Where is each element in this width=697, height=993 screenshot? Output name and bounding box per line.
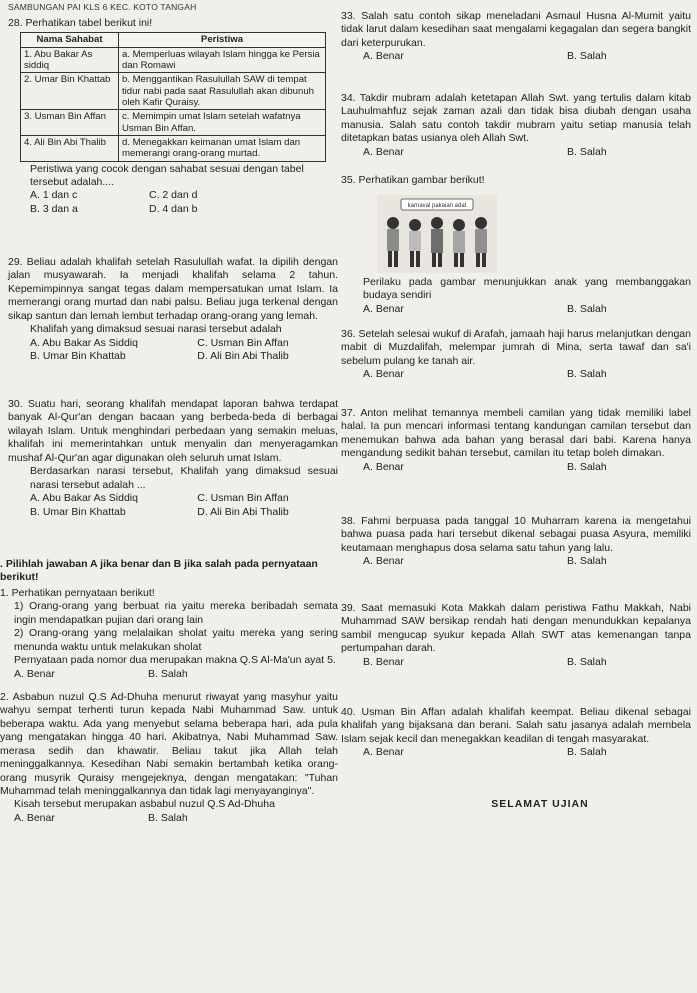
exam-header: SAMBUNGAN PAI KLS 6 KEC. KOTO TANGAH [8, 2, 197, 12]
option-salah[interactable]: B. Salah [567, 460, 607, 473]
question-29-options [30, 337, 330, 364]
question-33-text: 33. Salah satu contoh sikap meneladani Asmaul Husna Al-Mumit yaitu tidak larut dalam kesedihan saat mengalami kegagalan dan segera bangkit dari keterpurukan. [341, 10, 691, 49]
option-benar[interactable]: A. Benar [363, 50, 404, 63]
table-cell-nama: 2. Umar Bin Khattab [21, 73, 119, 110]
question-35-intro: 35. Perhatikan gambar berikut! [341, 174, 485, 186]
question-35-stem: Perilaku pada gambar menunjukkan anak yang membanggakan budaya sendiri [363, 276, 691, 302]
question-36 [341, 328, 691, 382]
option-salah[interactable]: B. Salah [567, 655, 607, 668]
question-28-stem: Peristiwa yang cocok dengan sahabat sesuai dengan tabel tersebut adalah.... [30, 162, 304, 188]
table-header-peristiwa: Peristiwa [119, 33, 326, 47]
option-salah[interactable]: B. Salah [148, 667, 188, 680]
table-row [21, 135, 326, 161]
option-c[interactable]: C. Usman Bin Affan [197, 492, 289, 505]
option-b[interactable]: B. 3 dan a [30, 202, 78, 215]
section-b-q2-stem: Kisah tersebut merupakan asbabul nuzul Q.S Ad-Dhuha [14, 798, 275, 811]
section-b-q1-item1: 1) Orang-orang yang berbuat ria yaitu mereka beribadah semata ingin mendapatkan pujian dari orang lain [14, 600, 338, 626]
section-b-q1-text: 1. Perhatikan pernyataan berikut! [0, 586, 155, 599]
option-b[interactable]: B. Umar Bin Khattab [30, 350, 126, 363]
question-34 [341, 92, 691, 159]
table-cell-nama: 4. Ali Bin Abi Thalib [21, 135, 119, 161]
option-a[interactable]: A. 1 dan c [30, 189, 78, 202]
question-38 [341, 515, 691, 569]
option-salah[interactable]: B. Salah [567, 302, 607, 315]
question-36-text: 36. Setelah selesai wukuf di Arafah, jamaah haji harus melanjutkan dengan mabit di Muzdalifah, melempar jumrah di Mina, serta tawaf dan sa'i sebelum pulang ke tanah air. [341, 328, 691, 367]
question-37 [341, 407, 691, 474]
question-37-text: 37. Anton melihat temannya membeli camilan yang tidak memiliki label halal. Ia pun mencari informasi tentang kandungan camilan tersebut dan menemukan bahwa ada bahan yang berasal dari babi. Karena hanya mengandung sedikit bahan tersebut, camilan itu tetap boleh dimakan. [341, 407, 691, 460]
question-39 [341, 602, 691, 669]
option-a[interactable]: A. Abu Bakar As Siddiq [30, 492, 138, 505]
table-header-nama: Nama Sahabat [21, 33, 119, 47]
table-cell-peristiwa: b. Menggantikan Rasulullah SAW di tempat tidur nabi pada saat Rasulullah akan dibunuh oleh Kafir Quraisy. [119, 73, 326, 110]
table-cell-peristiwa: a. Memperluas wilayah Islam hingga ke Persia dan Romawi [119, 47, 326, 73]
option-salah[interactable]: B. Salah [567, 50, 607, 63]
option-benar[interactable]: A. Benar [363, 460, 404, 473]
option-c[interactable]: C. Usman Bin Affan [197, 336, 289, 349]
question-28-intro: 28. Perhatikan tabel berikut ini! [8, 17, 153, 29]
question-34-options [363, 146, 663, 159]
option-d[interactable]: D. 4 dan b [149, 202, 198, 215]
option-d[interactable]: D. Ali Bin Abi Thalib [197, 350, 289, 363]
question-35 [341, 174, 691, 187]
question-40-text: 40. Usman Bin Affan adalah khalifah keempat. Beliau dikenal sebagai khalifah yang bijaksana dan berani. Salah satu jasanya adalah membela Islam sejak kecil dan menegakkan keadilan di tengah masyarakat. [341, 706, 691, 745]
option-d[interactable]: D. Ali Bin Abi Thalib [197, 505, 289, 518]
question-30-stem: Berdasarkan narasi tersebut, Khalifah yang dimaksud sesuai narasi tersebut adalah ... [30, 465, 338, 491]
option-a[interactable]: A. Abu Bakar As Siddiq [30, 336, 138, 349]
section-b-q1-options [14, 668, 274, 681]
question-37-options [363, 461, 663, 474]
option-benar[interactable]: A. Benar [363, 145, 404, 158]
option-c[interactable]: C. 2 dan d [149, 189, 198, 202]
option-b[interactable]: B. Umar Bin Khattab [30, 505, 126, 518]
table-row [21, 110, 326, 136]
section-b-title: . Pilihlah jawaban A jika benar dan B jika salah pada pernyataan berikut! [0, 558, 318, 584]
option-benar[interactable]: A. Benar [363, 555, 404, 568]
section-b-q2-options [14, 812, 274, 825]
question-28-options [30, 189, 260, 216]
question-29-stem: Khalifah yang dimaksud sesuai narasi tersebut adalah [30, 323, 282, 336]
closing-message: SELAMAT UJIAN [491, 798, 589, 810]
question-39-options [363, 656, 663, 669]
section-b-q1-item2: 2) Orang-orang yang melalaikan sholat yaitu mereka yang sering menunda waktu untuk melakukan sholat [14, 627, 338, 653]
question-29-text: 29. Beliau adalah khalifah setelah Rasulullah wafat. Ia dipilih dengan jalan musyawarah. Ia menjadi khalifah selama 2 tahun. Kepemimpinnya sangat tegas dalam mempersatukan umat Islam. Ia memerangi orang murtad dan nabi palsu. Beliau juga terkenal dengan sikap santun dan lemah lembut terhadap orang-orang yang lemah. [8, 256, 338, 322]
question-39-text: 39. Saat memasuki Kota Makkah dalam peristiwa Fathu Makkah, Nabi Muhammad SAW bersikap rendah hati dengan menundukkan kepalanya sambil mengucap syukur kepada Allah SWT atas kemenangan tanpa pertumpahan darah. [341, 602, 691, 655]
option-benar[interactable]: A. Benar [14, 667, 55, 680]
table-row [21, 73, 326, 110]
table-cell-peristiwa: c. Memimpin umat Islam setelah wafatnya Usman Bin Affan. [119, 110, 326, 136]
question-30 [8, 398, 338, 519]
option-benar[interactable]: A. Benar [363, 302, 404, 315]
question-36-options [363, 368, 663, 381]
option-benar[interactable]: A. Benar [14, 811, 55, 824]
section-b-question-2 [0, 691, 338, 825]
question-33 [341, 10, 691, 64]
option-salah[interactable]: B. Salah [567, 746, 607, 759]
question-29 [8, 256, 338, 364]
option-salah[interactable]: B. Salah [148, 811, 188, 824]
section-b-question-1 [0, 587, 338, 681]
peristiwa-table [20, 32, 326, 161]
question-38-options [363, 555, 663, 568]
question-28 [8, 17, 338, 216]
option-salah[interactable]: B. Salah [567, 555, 607, 568]
option-salah[interactable]: B. Salah [567, 145, 607, 158]
table-row [21, 47, 326, 73]
option-salah[interactable]: B. Salah [567, 368, 607, 381]
option-benar[interactable]: A. Benar [363, 746, 404, 759]
question-40 [341, 706, 691, 760]
question-38-text: 38. Fahmi berpuasa pada tanggal 10 Muharram karena ia mengetahui bahwa puasa pada hari tersebut dikenal sebagai puasa Asyura, memiliki keutamaan menghapus dosa selama satu tahun yang lalu. [341, 515, 691, 554]
question-30-options [30, 492, 330, 519]
question-34-text: 34. Takdir mubram adalah ketetapan Allah Swt. yang tertulis dalam kitab Lauhulmahfuz sejak zaman azali dan tidak bisa diubah dengan usaha manusia. Salah satu contoh takdir mubram yaitu setiap manusia telah ditetapkan batas usianya oleh Allah Swt. [341, 92, 691, 145]
question-30-text: 30. Suatu hari, seorang khalifah mendapat laporan bahwa terdapat banyak Al-Qur'an dengan bacaan yang berbeda-beda di berbagai wilayah Islam. Untuk menghindari perbedaan yang semakin meluas, khalifah ini memerintahkan untuk menyalin dan menyeragamkan mushaf Al-Qur'an agar digunakan oleh seluruh umat Islam. [8, 398, 338, 464]
table-cell-peristiwa: d. Menegakkan keimanan umat Islam dan memerangi orang-orang murtad. [119, 135, 326, 161]
section-b [0, 558, 338, 825]
table-cell-nama: 3. Usman Bin Affan [21, 110, 119, 136]
option-benar[interactable]: A. Benar [363, 368, 404, 381]
karnaval-banner-text: karnaval pakaian adat [407, 203, 467, 209]
question-35-options [363, 303, 663, 316]
question-33-options [363, 50, 663, 63]
question-35-body [363, 276, 691, 316]
karnaval-picture [377, 195, 497, 273]
option-benar[interactable]: B. Benar [363, 655, 404, 668]
question-40-options [363, 746, 663, 759]
section-b-q2-text: 2. Asbabun nuzul Q.S Ad-Dhuha menurut riwayat yang masyhur yaitu wahyu sempat terhenti turun kepada Nabi Muhammad Saw. untuk beberapa waktu. Ada yang menyebut selama beberapa hari, ada pula yang mengatakan hingga 40 hari. Akibatnya, Nabi Muhammad Saw. merasa sedih dan khawatir. Beliau takut jika Allah telah meninggalkannya. Kesedihan Nabi semakin bertambah ketika orang-orang musyrik Quraisy mengejeknya, dengan mengatakan: "Tuhan Muhammad telah meninggalkannya dan tidak lagi menyayanginya". [0, 690, 338, 797]
section-b-q1-stem: Pernyataan pada nomor dua merupakan makna Q.S Al-Ma'un ayat 5. [14, 654, 336, 667]
table-cell-nama: 1. Abu Bakar As siddiq [21, 47, 119, 73]
